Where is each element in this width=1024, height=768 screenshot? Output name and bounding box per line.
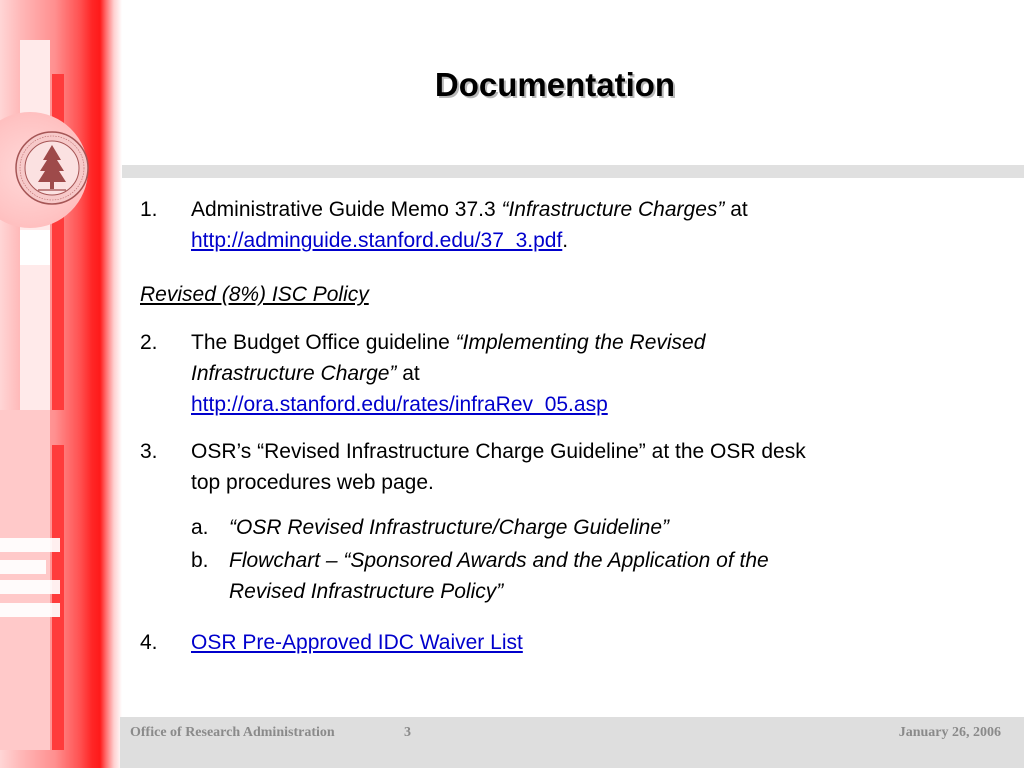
item-text: The Budget Office guideline (191, 331, 456, 354)
slide-footer (120, 717, 1024, 768)
stanford-seal-icon (14, 130, 90, 206)
infrarev-link[interactable]: http://ora.stanford.edu/rates/infraRev_05.asp (191, 393, 608, 416)
band-white-bar (0, 580, 60, 594)
list-line: top procedures web page. (191, 471, 434, 494)
idc-waiver-link[interactable]: OSR Pre-Approved IDC Waiver List (191, 631, 523, 654)
list-item-text (191, 627, 951, 658)
footer-organization: Office of Research Administration (130, 725, 335, 740)
left-decorative-band (0, 0, 122, 768)
footer-page-number: 3 (404, 725, 411, 740)
list-item-text (191, 194, 951, 256)
list-line (191, 225, 951, 256)
item-text: at (724, 198, 748, 221)
sub-list-letter: a. (191, 516, 209, 539)
list-line (191, 327, 951, 358)
item-title: “Implementing the Revised (455, 331, 706, 354)
item-title: “Infrastructure Charges” (501, 198, 725, 221)
item-title: Infrastructure Charge” (191, 362, 397, 385)
list-item-text (191, 436, 951, 498)
title-divider (122, 165, 1024, 178)
item-text: . (562, 229, 569, 252)
list-line (191, 194, 951, 225)
list-line: Flowchart – “Sponsored Awards and the Application of the (229, 549, 769, 572)
item-text: at (396, 362, 420, 385)
list-item-text (191, 327, 951, 420)
band-light-notch (20, 230, 50, 265)
sub-list-text (229, 545, 909, 607)
footer-date: January 26, 2006 (898, 725, 1001, 740)
slide-title: Documentation (434, 66, 676, 103)
policy-subheading: Revised (8%) ISC Policy (140, 283, 369, 306)
list-number: 3. (140, 440, 158, 463)
list-line: Revised Infrastructure Policy” (229, 580, 504, 603)
band-white-bar (0, 538, 60, 552)
list-line: “OSR Revised Infrastructure/Charge Guideline” (229, 516, 670, 539)
band-white-bar (0, 560, 46, 574)
band-white-bar (0, 603, 60, 617)
list-number: 4. (140, 631, 158, 654)
list-line: OSR’s “Revised Infrastructure Charge Guideline” at the OSR desk (191, 440, 806, 463)
list-line (191, 389, 951, 420)
item-text: Administrative Guide Memo 37.3 (191, 198, 502, 221)
adminguide-link[interactable]: http://adminguide.stanford.edu/37_3.pdf (191, 229, 563, 252)
sub-list-text (229, 512, 909, 543)
list-line (191, 358, 951, 389)
band-red-strip-lower (52, 445, 64, 750)
sub-list-letter: b. (191, 549, 209, 572)
list-number: 1. (140, 198, 158, 221)
list-number: 2. (140, 331, 158, 354)
